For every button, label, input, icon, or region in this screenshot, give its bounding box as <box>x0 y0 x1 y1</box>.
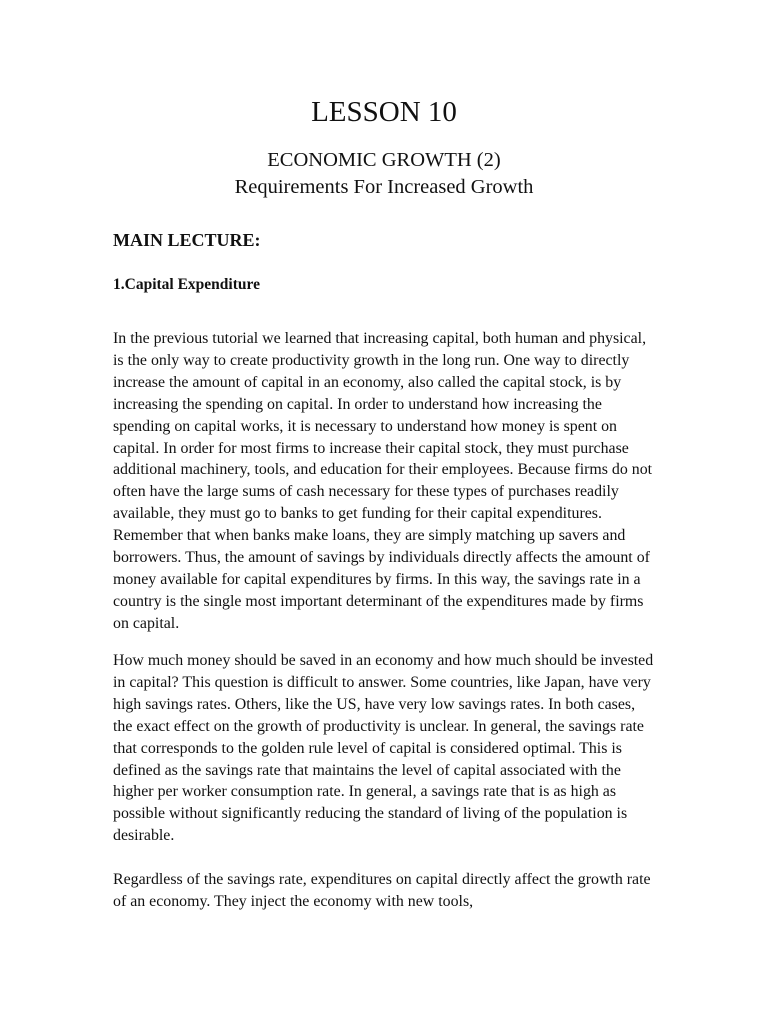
lesson-subtitle-requirements: Requirements For Increased Growth <box>234 176 534 198</box>
lesson-subtitle: ECONOMIC GROWTH (2) <box>267 149 501 171</box>
lesson-title: LESSON 10 <box>311 96 457 128</box>
paragraph-savings-rate: How much money should be saved in an economy and how much should be invested in capital? This question is difficult to answer. Some countries, like Japan, have very high savings rates. Others, like the US, have very low savings rates. In both cases, the exact effect on the growth of productivity is unclear. In general, the savings rate that corresponds to the golden rule level of capital is considered optimal. This is defined as the savings rate that maintains the level of capital associated with the higher per worker consumption rate. In general, a savings rate that is as high as possible without significantly reducing the standard of living of the population is desirable. <box>113 652 654 845</box>
sub-heading-capital-expenditure: 1.Capital Expenditure <box>113 276 260 293</box>
section-heading-main-lecture: MAIN LECTURE: <box>113 230 261 250</box>
paragraph-capital-spending: In the previous tutorial we learned that increasing capital, both human and physical, is the only way to create productivity growth in the long run. One way to directly increase the amount of capital in an economy, also called the capital stock, is by increasing the spending on capital. In order to understand how increasing the spending on capital works, it is necessary to understand how money is spent on capital. In order for most firms to increase their capital stock, they must purchase additional machinery, tools, and education for their employees. Because firms do not often have the large sums of cash necessary for these types of purchases readily available, they must go to banks to get funding for their capital expenditures. Remember that when banks make loans, they are simply matching up savers and borrowers. Thus, the amount of savings by individuals directly affects the amount of money available for capital expenditures by firms. In this way, the savings rate in a country is the single most important determinant of the expenditures made by firms on capital. <box>113 330 653 632</box>
paragraph-capital-growth: Regardless of the savings rate, expenditures on capital directly affect the growth rate of an economy. They inject the economy with new tools, <box>113 871 651 910</box>
